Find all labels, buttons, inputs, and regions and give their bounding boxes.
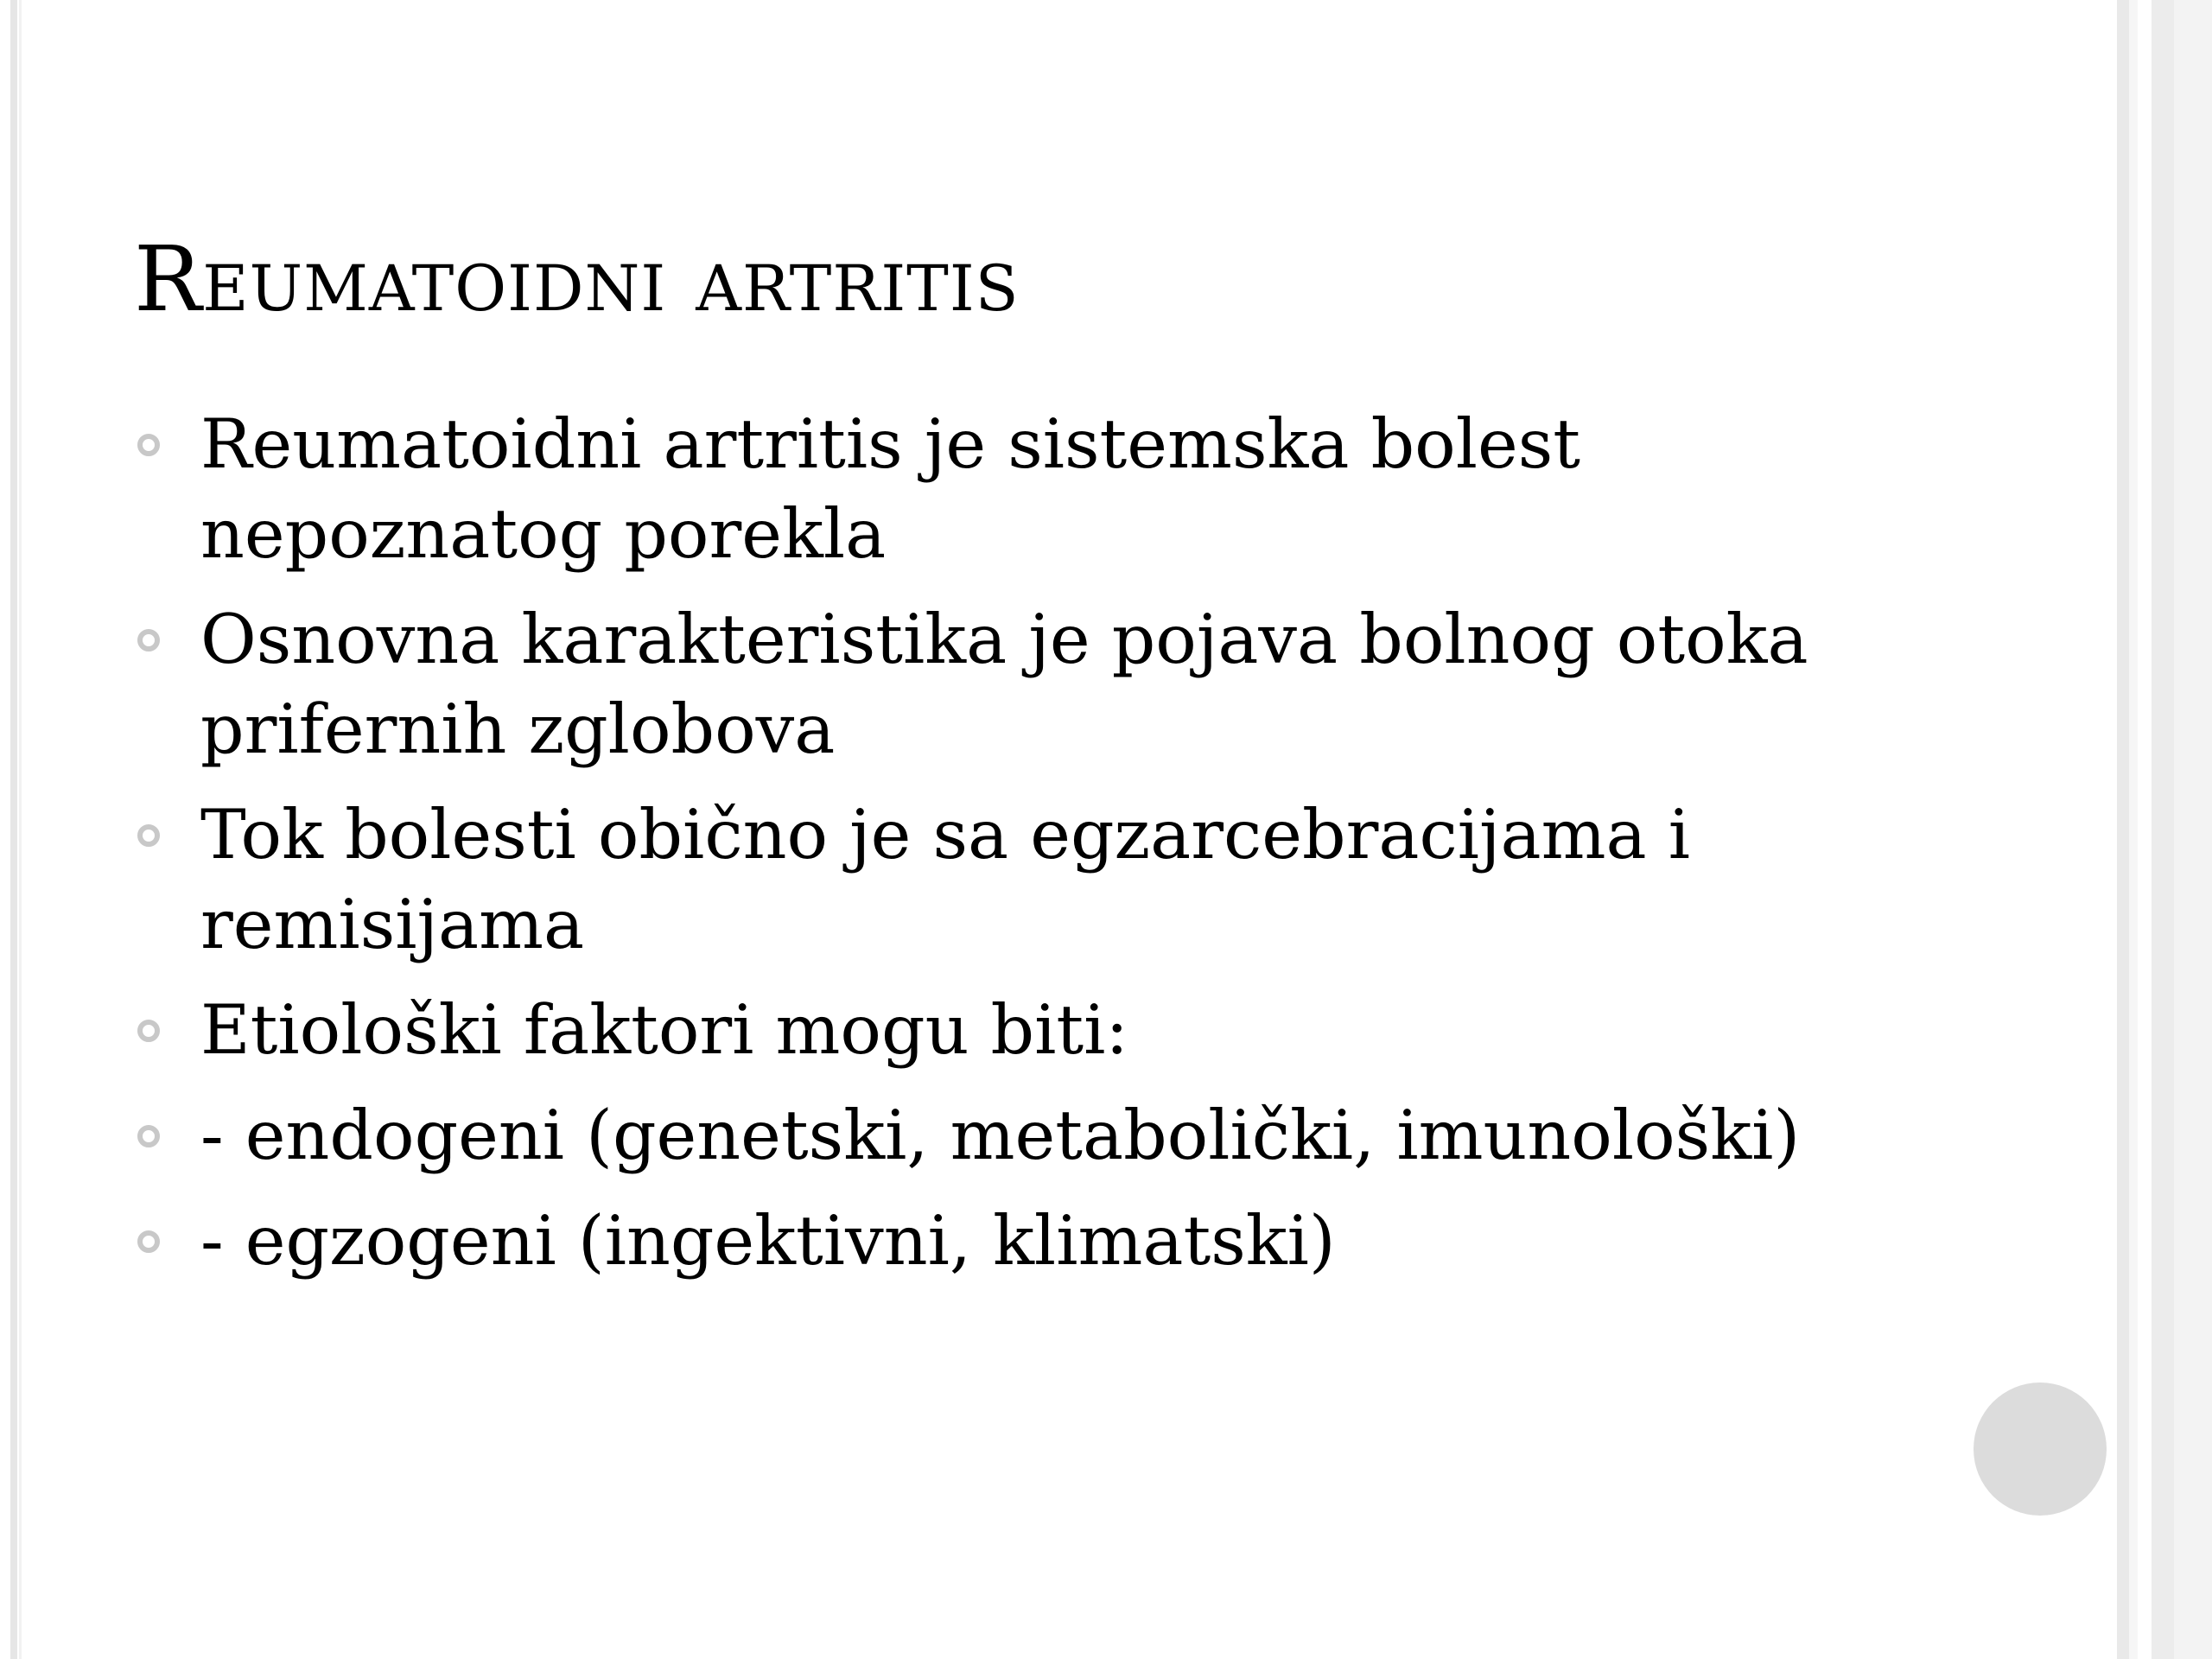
slide-title: Reumatoidni artritis: [134, 226, 1020, 332]
right-border-band: [2152, 0, 2174, 1659]
bullet-list: [134, 399, 1992, 1301]
bullet-text: Tok bolesti obično je sa egzarcebracijama i remisijama: [200, 795, 1690, 964]
left-border-line: [10, 0, 17, 1659]
left-border-line-inner: [19, 0, 22, 1659]
bullet-item: [134, 790, 1992, 969]
bullet-text: - egzogeni (ingektivni, klimatski): [200, 1201, 1336, 1281]
bullet-circle-icon: [137, 629, 160, 652]
bullet-circle-icon: [137, 1125, 160, 1147]
bullet-item: [134, 399, 1992, 579]
bullet-text: Osnovna karakteristika je pojava bolnog otoka prifernih zglobova: [200, 600, 1808, 769]
bullet-item: [134, 985, 1992, 1075]
bullet-text: Reumatoidni artritis je sistemska bolest nepoznatog porekla: [200, 404, 1581, 574]
bullet-circle-icon: [137, 1020, 160, 1042]
bullet-item: [134, 594, 1992, 774]
right-border-band: [2138, 0, 2152, 1659]
right-border-band: [2117, 0, 2129, 1659]
right-border-band: [2129, 0, 2138, 1659]
bullet-text: Etiološki faktori mogu biti:: [200, 990, 1129, 1070]
bullet-item: [134, 1196, 1992, 1286]
decorative-circle: [1974, 1382, 2107, 1516]
bullet-item: [134, 1090, 1992, 1180]
right-border-band: [2174, 0, 2212, 1659]
bullet-circle-icon: [137, 1230, 160, 1253]
bullet-text: - endogeni (genetski, metabolički, imunološki): [200, 1096, 1801, 1175]
bullet-circle-icon: [137, 824, 160, 847]
bullet-circle-icon: [137, 434, 160, 456]
